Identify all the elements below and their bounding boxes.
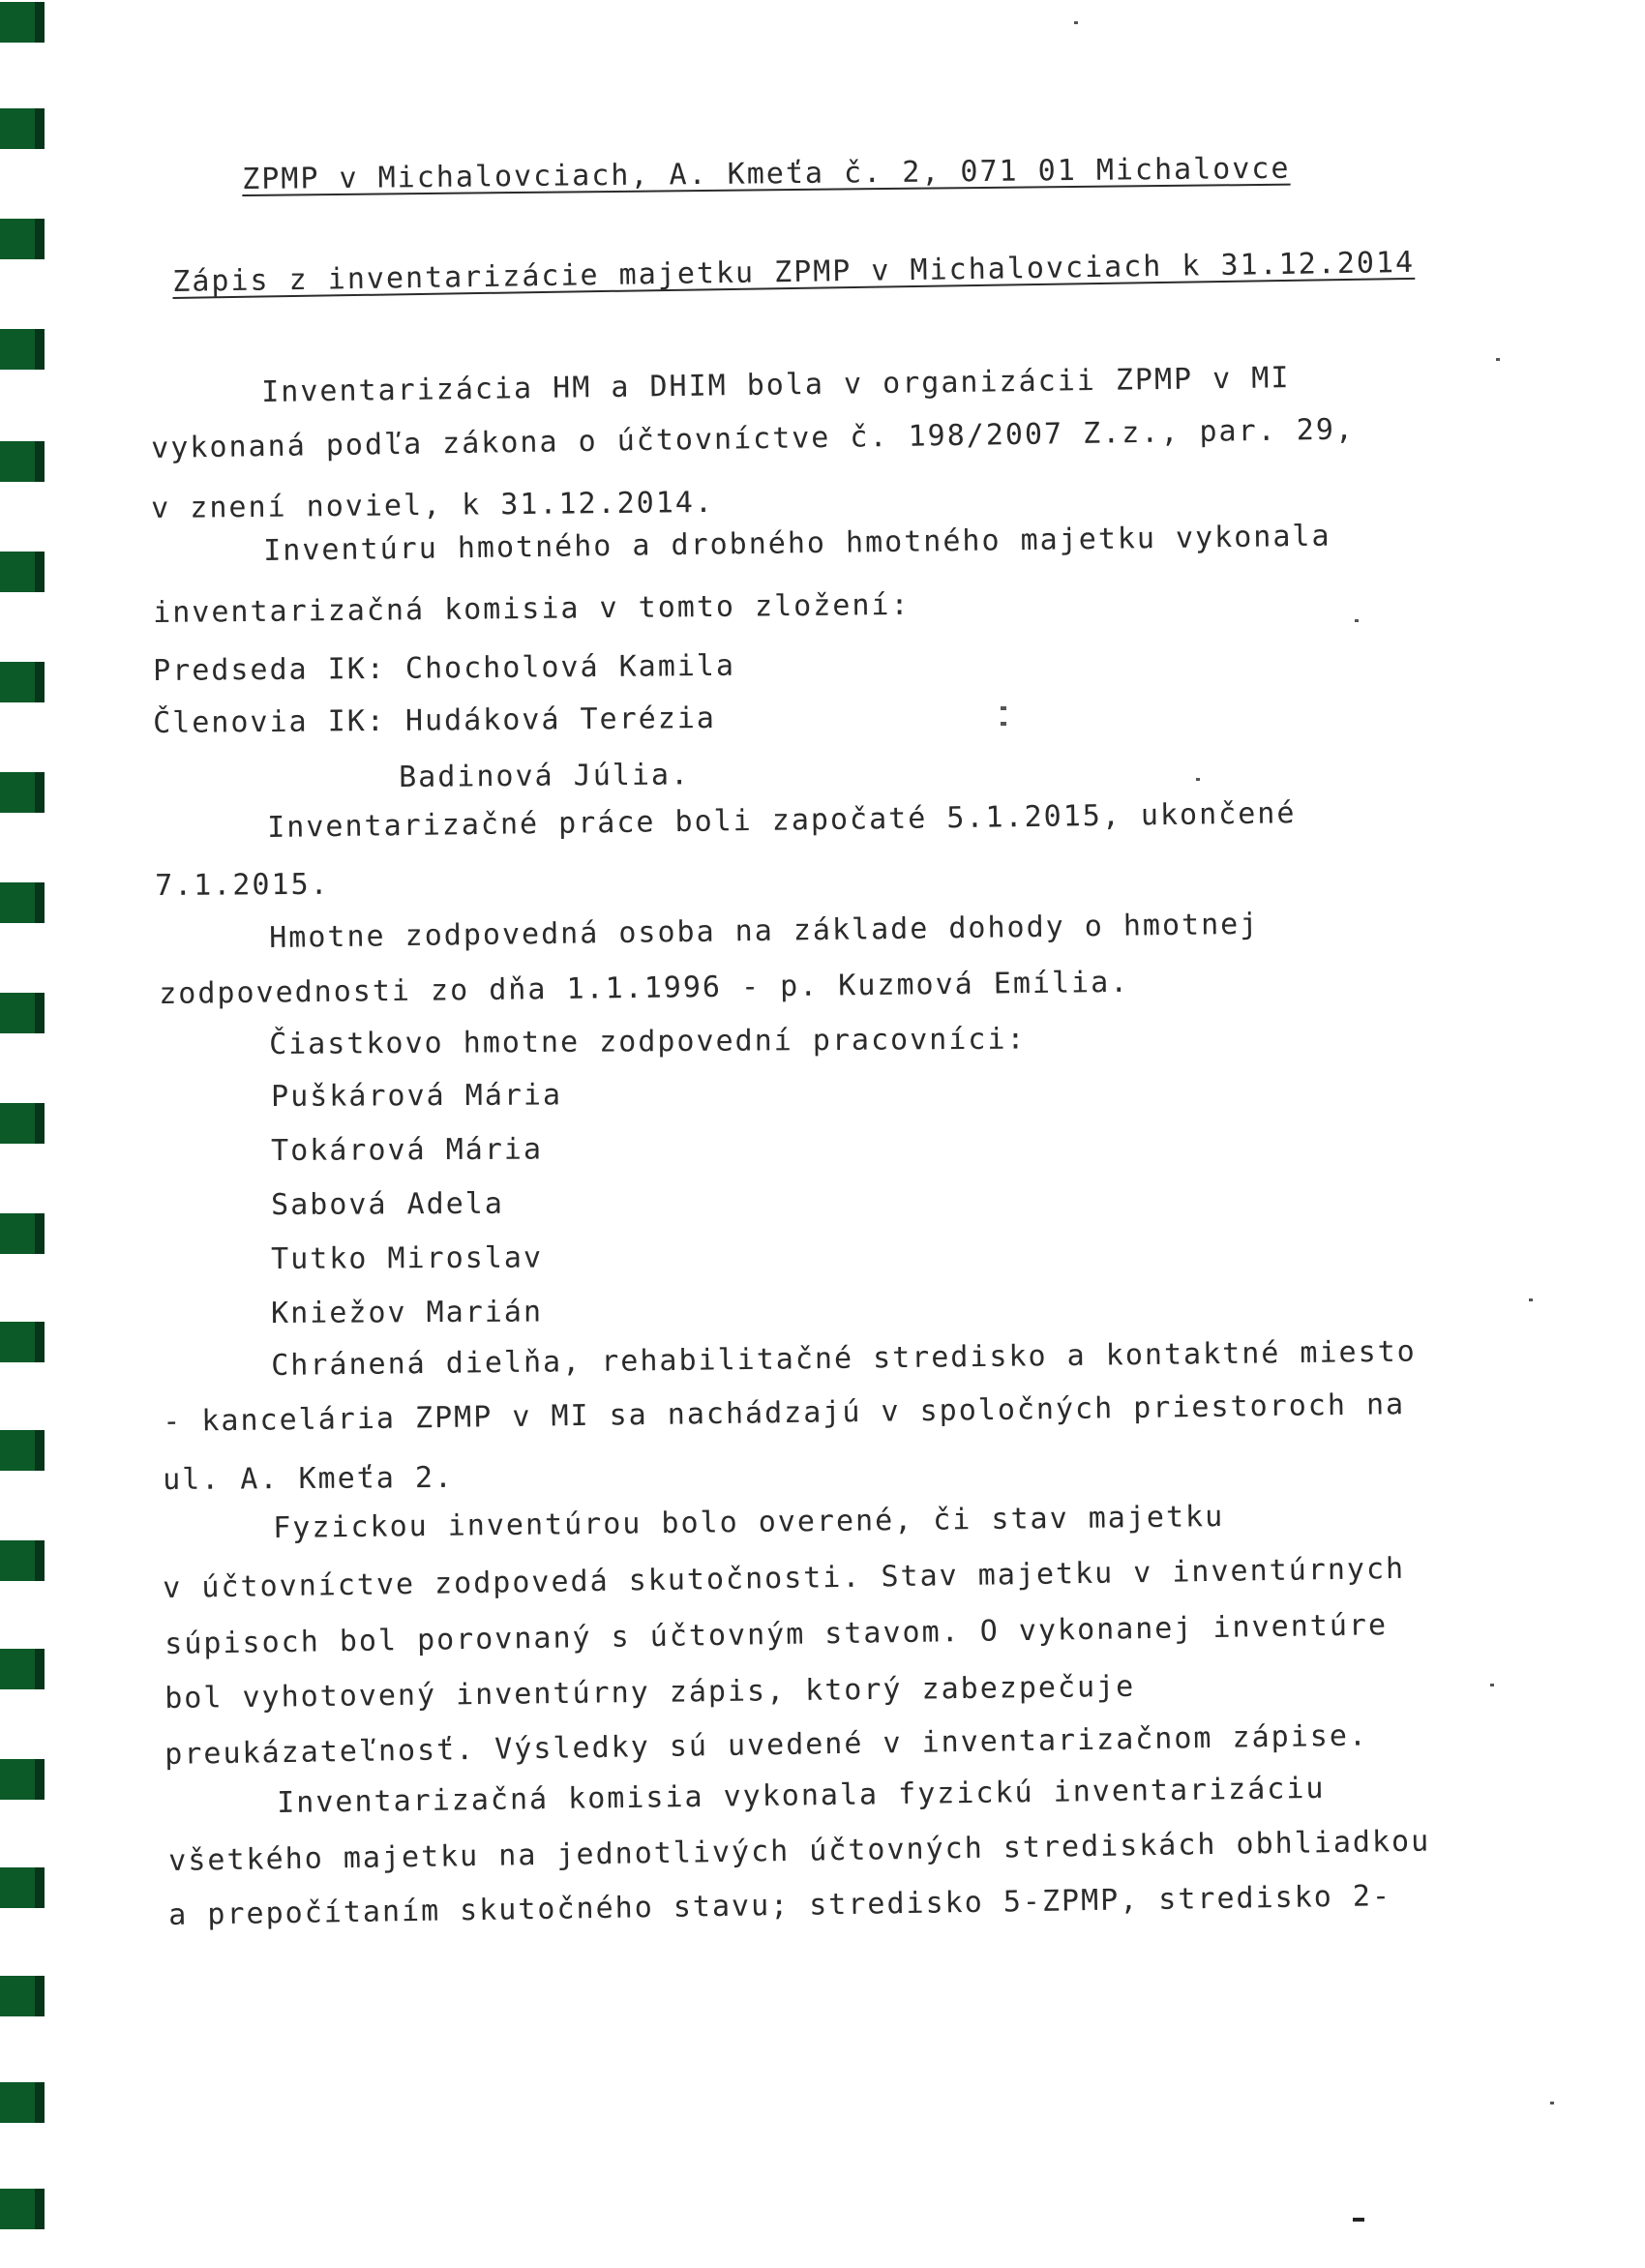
scan-speck	[1355, 619, 1359, 622]
text-line: Sabová Adela	[271, 1186, 504, 1222]
scan-speck	[1550, 2102, 1554, 2104]
binding-tab	[0, 1976, 45, 2016]
text-line: Inventúru hmotného a drobného hmotného majetku vykonala	[263, 519, 1331, 568]
text-line: Členovia IK: Hudáková Terézia	[153, 701, 717, 740]
text-line: a prepočítaním skutočného stavu; stredisko 5-ZPMP, stredisko 2-	[168, 1879, 1392, 1932]
scan-speck	[1001, 706, 1006, 710]
binding-tab	[0, 1867, 45, 1908]
scan-speck	[1001, 722, 1006, 726]
text-line: Chránená dielňa, rehabilitačné stredisko a kontaktné miesto	[271, 1334, 1417, 1383]
text-line: Inventarizácia HM a DHIM bola v organizácii ZPMP v MI	[261, 361, 1291, 409]
text-line: Inventarizačná komisia vykonala fyzickú inventarizáciu	[277, 1771, 1326, 1820]
binding-strip	[0, 0, 58, 2268]
binding-tab	[0, 2082, 45, 2123]
scan-speck	[1353, 2218, 1364, 2222]
text-line: Tutko Miroslav	[271, 1240, 544, 1276]
binding-tab	[0, 1430, 45, 1471]
binding-tab	[0, 441, 45, 482]
text-line: vykonaná podľa zákona o účtovníctve č. 198/2007 Z.z., par. 29,	[151, 412, 1356, 465]
binding-tab	[0, 1540, 45, 1581]
text-line: Badinová Júlia.	[399, 758, 691, 794]
binding-tab	[0, 2, 45, 43]
document-title: Zápis z inventarizácie majetku ZPMP v Michalovciach k 31.12.2014	[172, 245, 1416, 299]
text-line: v účtovníctve zodpovedá skutočnosti. Stav majetku v inventúrnych	[163, 1551, 1406, 1605]
text-line: Tokárová Mária	[271, 1132, 544, 1168]
text-line: Fyzickou inventúrou bolo overené, či stav majetku	[273, 1499, 1225, 1545]
binding-tab	[0, 1649, 45, 1689]
text-line: v znení noviel, k 31.12.2014.	[151, 485, 715, 525]
binding-tab	[0, 993, 45, 1033]
scan-speck	[1490, 1684, 1494, 1686]
organization-address: ZPMP v Michalovciach, A. Kmeťa č. 2, 071 01 Michalovce	[242, 151, 1291, 196]
scan-speck	[1074, 21, 1078, 24]
binding-tab	[0, 219, 45, 259]
binding-tab	[0, 329, 45, 370]
text-line: zodpovednosti zo dňa 1.1.1996 - p. Kuzmová Emília.	[159, 965, 1130, 1011]
binding-tab	[0, 772, 45, 813]
binding-tab	[0, 1759, 45, 1800]
text-line: Čiastkovo hmotne zodpovední pracovníci:	[269, 1022, 1027, 1061]
text-line: súpisoch bol porovnaný s účtovným stavom. O vykonanej inventúre	[164, 1608, 1389, 1661]
text-line: 7.1.2015.	[155, 867, 330, 903]
scan-speck	[1196, 778, 1200, 781]
text-line: Puškárová Mária	[271, 1078, 563, 1114]
scan-speck	[1529, 1298, 1533, 1301]
text-line: preukázateľnosť. Výsledky sú uvedené v inventarizačnom zápise.	[164, 1718, 1369, 1772]
text-line: Kniežov Marián	[271, 1295, 544, 1330]
binding-tab	[0, 108, 45, 149]
binding-tab	[0, 2189, 45, 2229]
text-line: inventarizačná komisia v tomto zložení:	[153, 587, 911, 630]
text-line: ul. A. Kmeťa 2.	[163, 1460, 455, 1497]
text-line: všetkého majetku na jednotlivých účtovných strediskách obhliadkou	[168, 1824, 1431, 1878]
binding-tab	[0, 882, 45, 923]
text-line: Predseda IK: Chocholová Kamila	[153, 648, 736, 688]
binding-tab	[0, 1213, 45, 1254]
binding-tab	[0, 552, 45, 592]
text-line: Hmotne zodpovedná osoba na základe dohody o hmotnej	[269, 907, 1260, 955]
binding-tab	[0, 662, 45, 702]
binding-tab	[0, 1103, 45, 1144]
text-line: bol vyhotovený inventúrny zápis, ktorý zabezpečuje	[164, 1669, 1136, 1716]
text-line: Inventarizačné práce boli započaté 5.1.2015, ukončené	[267, 796, 1297, 845]
binding-tab	[0, 1322, 45, 1362]
text-line: - kancelária ZPMP v MI sa nachádzajú v spoločných priestoroch na	[163, 1388, 1406, 1439]
scan-speck	[1496, 358, 1500, 361]
